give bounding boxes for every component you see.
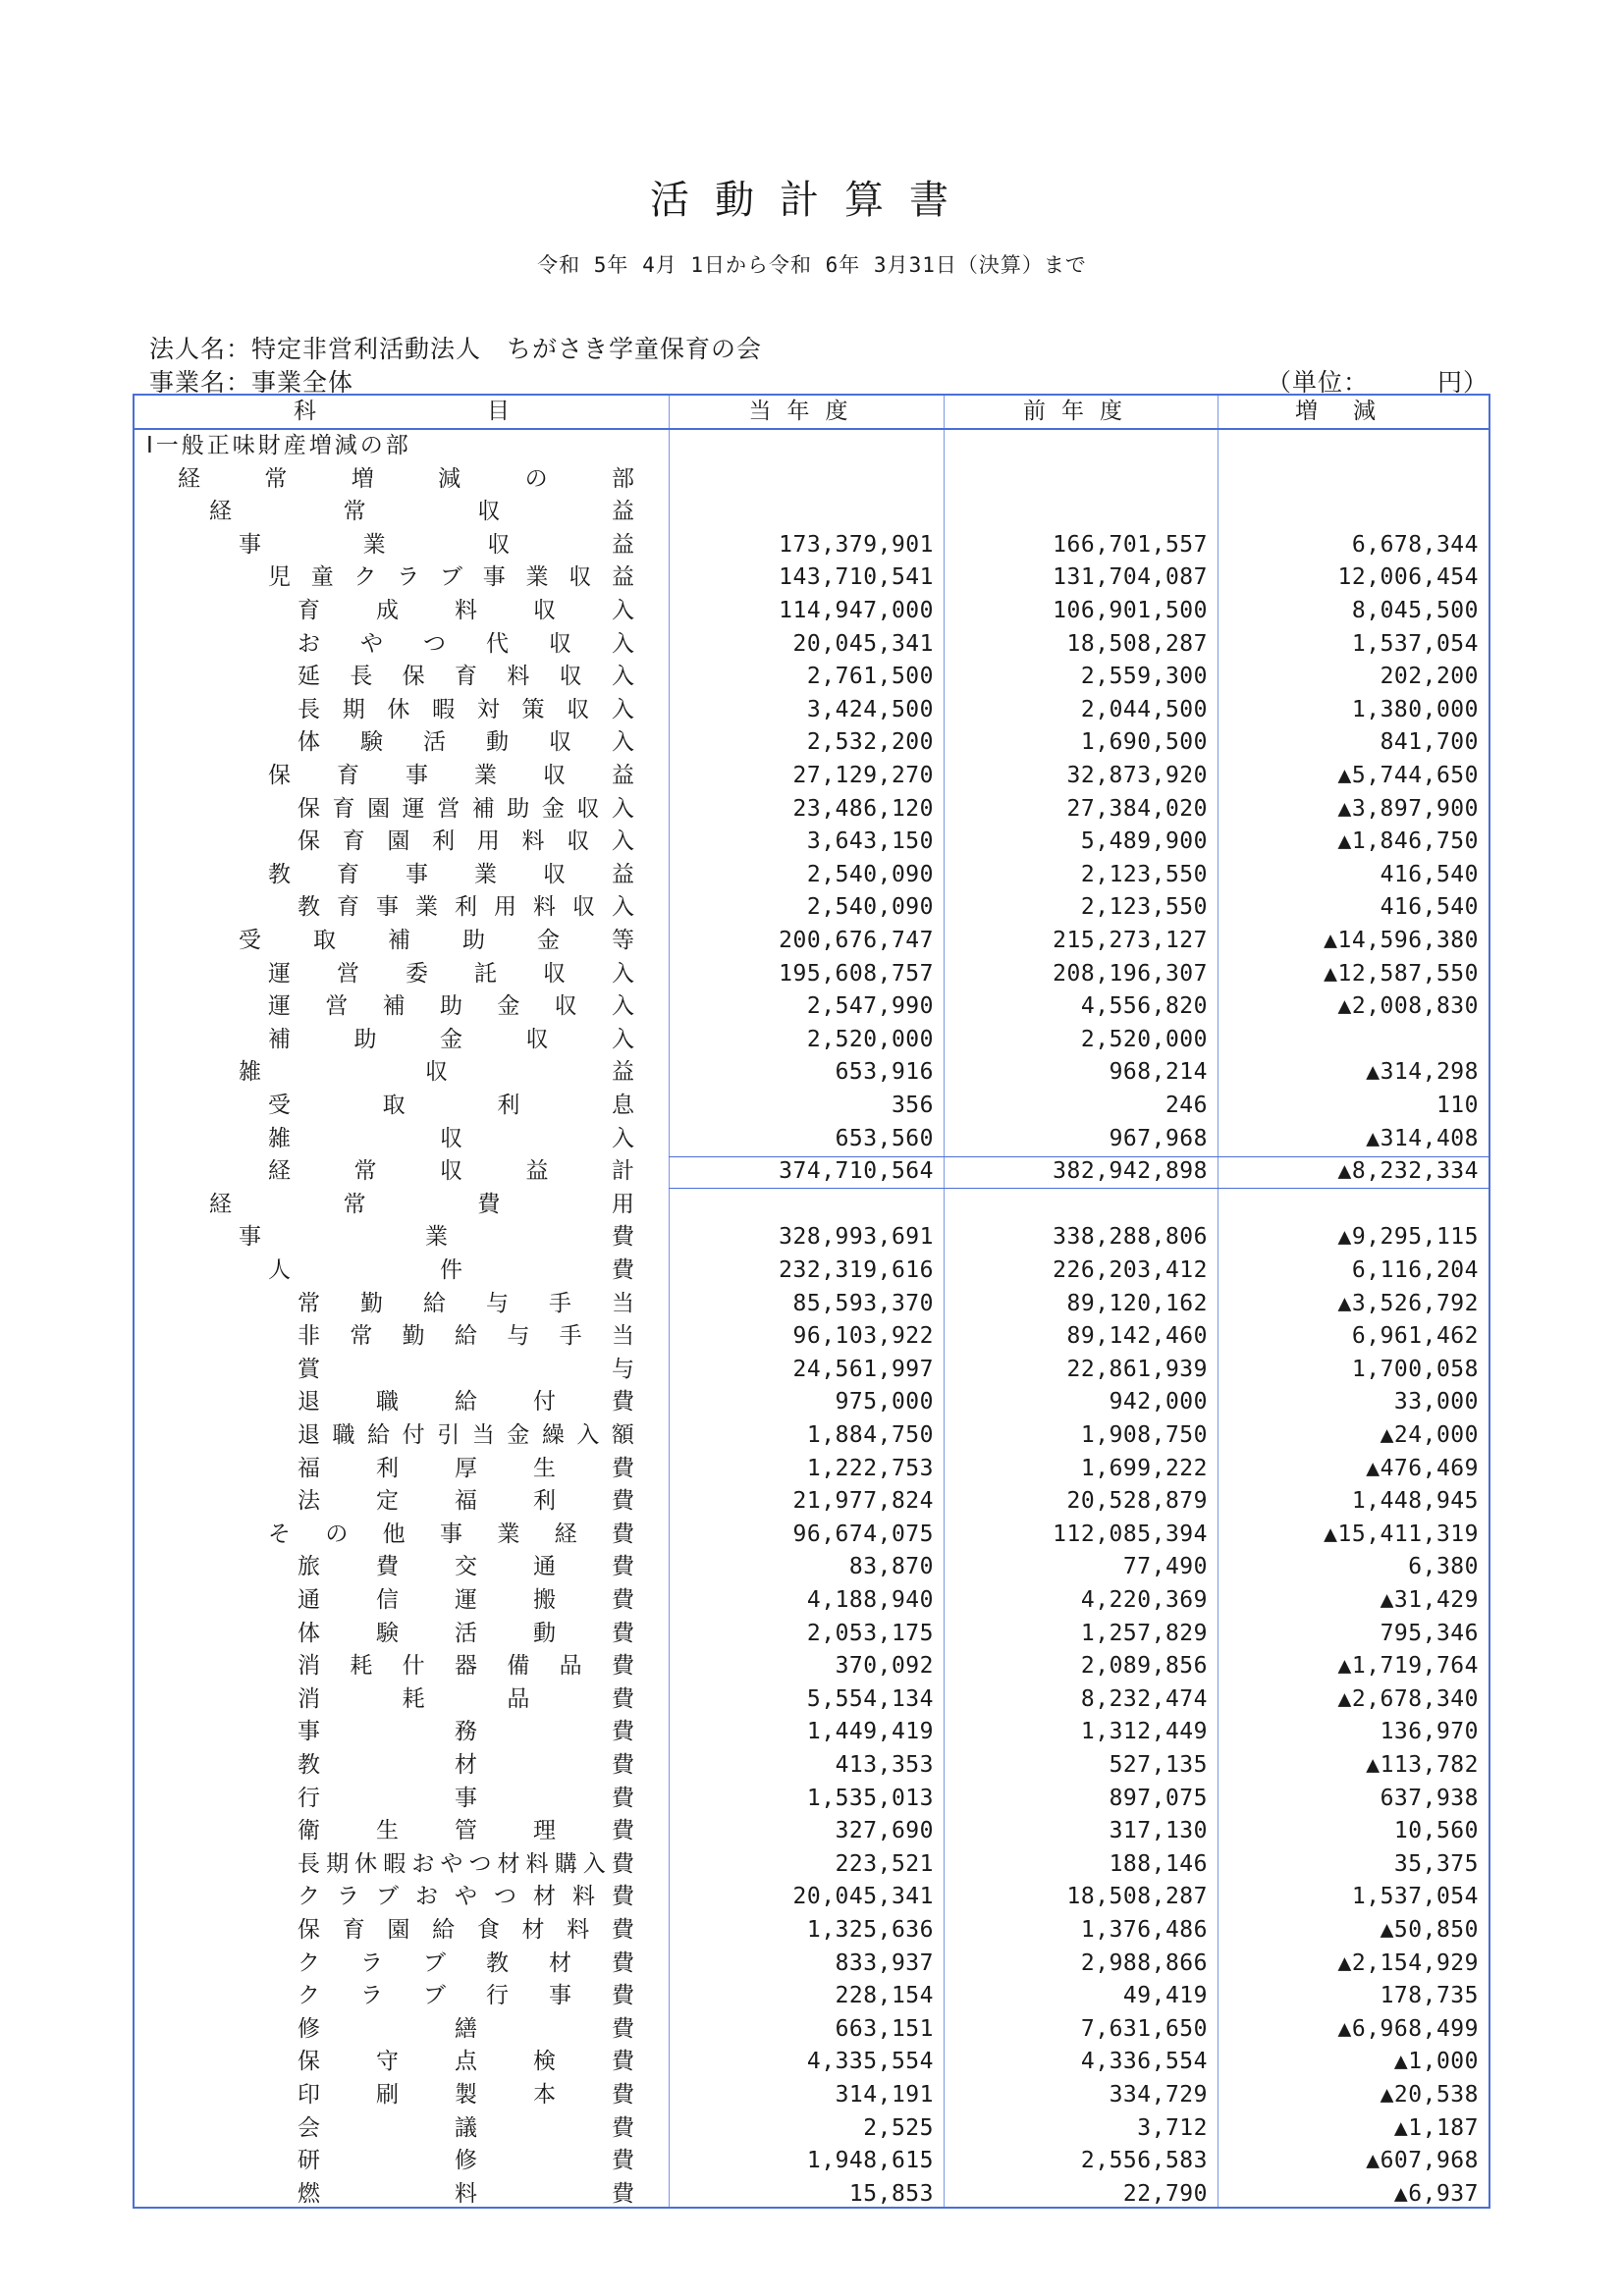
previous-year-value: 89,120,162: [1066, 1290, 1208, 1316]
account-label: 福 利 厚 生 費: [298, 1455, 634, 1481]
change-value: ▲113,782: [1366, 1752, 1479, 1778]
current-year-value: 232,319,616: [779, 1257, 934, 1283]
current-year-value: 228,154: [835, 1983, 934, 2009]
account-label: 経 常 費 用: [209, 1191, 634, 1217]
current-year-value: 833,937: [835, 1949, 934, 1976]
change-value: ▲24,000: [1380, 1422, 1479, 1448]
account-label: 消 耗 品 費: [298, 1685, 634, 1712]
previous-year-value: 1,699,222: [1080, 1455, 1208, 1481]
previous-year-value: 3,712: [1137, 2114, 1208, 2141]
account-label: 会 議 費: [298, 2114, 634, 2141]
table-row: [135, 1749, 1489, 1783]
current-year-value: 328,993,691: [779, 1224, 934, 1251]
account-label: Ⅰ一般正味財産増減の部: [146, 433, 411, 458]
account-label: 教 育 事 業 利 用 料 収 入: [298, 894, 634, 921]
previous-year-value: 338,288,806: [1053, 1224, 1208, 1251]
change-value: 110: [1435, 1093, 1479, 1118]
previous-year-value: 106,901,500: [1053, 598, 1208, 623]
table-row: [135, 661, 1489, 694]
change-value: ▲5,744,650: [1337, 763, 1479, 788]
previous-year-value: 2,556,583: [1080, 2148, 1208, 2174]
change-value: ▲2,154,929: [1337, 1949, 1479, 1976]
table-row: [135, 1914, 1489, 1948]
corporation-name: 法人名：特定非営利活動法人 ちがさき学童保育の会: [149, 335, 763, 363]
change-value: 6,116,204: [1351, 1257, 1479, 1283]
table-row: [135, 1255, 1489, 1288]
change-value: ▲1,187: [1393, 2114, 1479, 2141]
table-row: [135, 529, 1489, 562]
table-row: [135, 1683, 1489, 1717]
account-label: 旅 費 交 通 費: [298, 1554, 634, 1580]
current-year-value: 370,092: [835, 1653, 934, 1680]
table-row: [135, 1519, 1489, 1552]
account-label: 体 験 活 動 費: [298, 1620, 634, 1646]
change-value: 136,970: [1380, 1719, 1479, 1745]
current-year-value: 2,547,990: [806, 993, 934, 1020]
change-value: 6,961,462: [1351, 1323, 1479, 1350]
change-value: 202,200: [1380, 664, 1479, 690]
account-label: 保 育 園 運 営 補 助 金 収 入: [298, 795, 634, 822]
change-value: 8,045,500: [1351, 598, 1479, 623]
previous-year-value: 22,790: [1122, 2180, 1208, 2207]
current-year-value: 5,554,134: [806, 1685, 934, 1712]
current-year-value: 27,129,270: [792, 763, 934, 788]
table-row: [135, 2178, 1489, 2212]
table-row: [135, 1881, 1489, 1914]
account-label: 事 業 費: [239, 1224, 634, 1251]
table-row: [135, 1419, 1489, 1453]
change-value: 637,938: [1380, 1785, 1479, 1811]
table-row: [135, 2013, 1489, 2047]
previous-year-value: 968,214: [1109, 1059, 1208, 1086]
change-value: ▲314,298: [1366, 1059, 1479, 1086]
account-label: 補 助 金 収 入: [268, 1026, 634, 1052]
previous-year-value: 4,220,369: [1080, 1587, 1208, 1613]
previous-year-value: 188,146: [1109, 1850, 1208, 1877]
table-row: [135, 859, 1489, 892]
change-value: ▲6,968,499: [1337, 2015, 1479, 2042]
previous-year-value: 967,968: [1109, 1125, 1208, 1151]
account-label: 退 職 給 付 費: [298, 1389, 634, 1415]
account-label: 法 定 福 利 費: [298, 1488, 634, 1515]
change-value: ▲607,968: [1366, 2148, 1479, 2174]
account-label: 事 務 費: [298, 1719, 634, 1745]
account-label: 長 期 休 暇 対 策 収 入: [298, 696, 634, 722]
change-value: ▲2,678,340: [1337, 1685, 1479, 1712]
table-row: [135, 760, 1489, 793]
table-row: [135, 1090, 1489, 1123]
fiscal-period: 令和 5年 4月 1日から令和 6年 3月31日（決算）まで: [537, 253, 1087, 277]
table-row: [135, 793, 1489, 827]
change-value: ▲8,232,334: [1337, 1158, 1479, 1185]
current-year-value: 24,561,997: [792, 1356, 934, 1382]
change-value: 1,537,054: [1351, 630, 1479, 657]
previous-year-value: 2,123,550: [1080, 861, 1208, 887]
account-label: 教 育 事 業 収 益: [268, 861, 634, 887]
table-row: [135, 826, 1489, 859]
previous-year-value: 4,556,820: [1080, 993, 1208, 1020]
table-row: [135, 891, 1489, 925]
previous-year-value: 1,257,829: [1080, 1620, 1208, 1646]
current-year-value: 223,521: [835, 1850, 934, 1877]
current-year-value: 663,151: [835, 2015, 934, 2042]
current-year-value: 143,710,541: [779, 564, 934, 591]
table-row: [135, 496, 1489, 529]
previous-year-value: 2,988,866: [1080, 1949, 1208, 1976]
header-subject: 科 目: [294, 399, 510, 424]
activity-statement-table: [133, 394, 1490, 2209]
change-value: ▲1,846,750: [1337, 828, 1479, 855]
change-value: ▲1,000: [1393, 2049, 1479, 2075]
header-change: 増減: [1295, 399, 1411, 424]
table-row: [135, 1024, 1489, 1057]
table-row: [135, 1453, 1489, 1486]
header-current-year: 当年度: [748, 399, 864, 424]
previous-year-value: 77,490: [1122, 1554, 1208, 1580]
table-row: [135, 1354, 1489, 1387]
account-label: 雑 収 入: [268, 1125, 634, 1151]
change-value: ▲476,469: [1366, 1455, 1479, 1481]
table-row: [135, 1189, 1489, 1222]
current-year-value: 1,884,750: [806, 1422, 934, 1448]
change-value: ▲15,411,319: [1324, 1521, 1479, 1547]
previous-year-value: 942,000: [1109, 1389, 1208, 1415]
table-row: [135, 1155, 1489, 1189]
account-label: 行 事 費: [298, 1785, 634, 1811]
previous-year-value: 22,861,939: [1066, 1356, 1208, 1382]
account-label: 児 童 ク ラ ブ 事 業 収 益: [268, 564, 634, 591]
previous-year-value: 7,631,650: [1080, 2015, 1208, 2042]
change-value: 1,448,945: [1351, 1488, 1479, 1515]
previous-year-value: 1,690,500: [1080, 729, 1208, 756]
account-label: 長 期 休 暇 お や つ 材 料 購 入 費: [298, 1850, 634, 1877]
current-year-value: 413,353: [835, 1752, 934, 1778]
table-row: [135, 1980, 1489, 2013]
current-year-value: 2,053,175: [806, 1620, 934, 1646]
table-row: [135, 2145, 1489, 2178]
previous-year-value: 131,704,087: [1053, 564, 1208, 591]
previous-year-value: 2,044,500: [1080, 696, 1208, 722]
change-value: 416,540: [1380, 861, 1479, 887]
document-title: 活動計算書: [650, 178, 974, 223]
change-value: 841,700: [1380, 729, 1479, 756]
table-row: [135, 1584, 1489, 1618]
account-label: 運 営 委 託 収 入: [268, 960, 634, 987]
account-label: 教 材 費: [298, 1752, 634, 1778]
current-year-value: 4,335,554: [806, 2049, 934, 2075]
table-row: [135, 1783, 1489, 1816]
account-label: 運 営 補 助 金 収 入: [268, 993, 634, 1020]
change-value: ▲3,897,900: [1337, 795, 1479, 822]
previous-year-value: 897,075: [1109, 1785, 1208, 1811]
account-label: お や つ 代 収 入: [298, 630, 634, 657]
table-row: [135, 2046, 1489, 2079]
table-row: [135, 925, 1489, 958]
previous-year-value: 166,701,557: [1053, 531, 1208, 558]
current-year-value: 2,540,090: [806, 861, 934, 887]
change-value: 6,380: [1408, 1554, 1479, 1580]
account-label: 保 守 点 検 費: [298, 2049, 634, 2075]
change-value: ▲2,008,830: [1337, 993, 1479, 1020]
current-year-value: 3,643,150: [806, 828, 934, 855]
account-label: 常 勤 給 与 手 当: [298, 1290, 634, 1316]
table-row: [135, 1551, 1489, 1584]
change-value: 12,006,454: [1337, 564, 1479, 591]
previous-year-value: 226,203,412: [1053, 1257, 1208, 1283]
unit-open: （単位：: [1267, 368, 1370, 397]
account-label: 経 常 収 益: [209, 499, 634, 525]
current-year-value: 173,379,901: [779, 531, 934, 558]
current-year-value: 20,045,341: [792, 630, 934, 657]
previous-year-value: 18,508,287: [1066, 1884, 1208, 1910]
previous-year-value: 49,419: [1122, 1983, 1208, 2009]
change-value: ▲3,526,792: [1337, 1290, 1479, 1316]
current-year-value: 200,676,747: [779, 928, 934, 953]
current-year-value: 1,449,419: [806, 1719, 934, 1745]
current-year-value: 1,325,636: [806, 1917, 934, 1943]
change-value: 795,346: [1380, 1620, 1479, 1646]
table-row: [135, 561, 1489, 595]
previous-year-value: 1,312,449: [1080, 1719, 1208, 1745]
account-label: 受 取 補 助 金 等: [239, 928, 634, 953]
change-value: ▲14,596,380: [1324, 928, 1479, 953]
account-label: 保 育 園 給 食 材 料 費: [298, 1917, 634, 1943]
account-label: ク ラ ブ 教 材 費: [298, 1949, 634, 1976]
change-value: ▲50,850: [1380, 1917, 1479, 1943]
change-value: 1,537,054: [1351, 1884, 1479, 1910]
previous-year-value: 4,336,554: [1080, 2049, 1208, 2075]
previous-year-value: 334,729: [1109, 2082, 1208, 2108]
previous-year-value: 8,232,474: [1080, 1685, 1208, 1712]
current-year-value: 2,520,000: [806, 1026, 934, 1052]
previous-year-value: 2,559,300: [1080, 664, 1208, 690]
account-label: 燃 料 費: [298, 2180, 634, 2207]
change-value: ▲9,295,115: [1337, 1224, 1479, 1251]
table-row: [135, 1056, 1489, 1090]
current-year-value: 653,560: [835, 1125, 934, 1151]
table-row: [135, 726, 1489, 760]
header-previous-year: 前年度: [1023, 399, 1138, 424]
account-label: 経 常 増 減 の 部: [178, 465, 634, 492]
previous-year-value: 32,873,920: [1066, 763, 1208, 788]
account-label: そ の 他 事 業 経 費: [268, 1521, 634, 1547]
table-row: [135, 1848, 1489, 1882]
account-label: 延 長 保 育 料 収 入: [298, 664, 634, 690]
previous-year-value: 1,376,486: [1080, 1917, 1208, 1943]
table-row: [135, 1716, 1489, 1749]
current-year-value: 21,977,824: [792, 1488, 934, 1515]
table-row: [135, 1650, 1489, 1683]
current-year-value: 1,948,615: [806, 2148, 934, 2174]
current-year-value: 20,045,341: [792, 1884, 934, 1910]
account-label: 人 件 費: [268, 1257, 634, 1283]
change-value: 1,380,000: [1351, 696, 1479, 722]
business-name: 事業名：事業全体: [149, 368, 354, 397]
total-rule: [669, 1188, 1489, 1189]
account-label: 研 修 費: [298, 2148, 634, 2174]
account-label: 経 常 収 益 計: [268, 1158, 634, 1185]
change-value: 1,700,058: [1351, 1356, 1479, 1382]
change-value: 6,678,344: [1351, 531, 1479, 558]
current-year-value: 2,761,500: [806, 664, 934, 690]
previous-year-value: 2,520,000: [1080, 1026, 1208, 1052]
current-year-value: 356: [891, 1093, 934, 1118]
account-label: ク ラ ブ 行 事 費: [298, 1983, 634, 2009]
previous-year-value: 215,273,127: [1053, 928, 1208, 953]
account-label: 育 成 料 収 入: [298, 598, 634, 623]
table-row: [135, 1320, 1489, 1354]
account-label: 衛 生 管 理 費: [298, 1818, 634, 1844]
previous-year-value: 317,130: [1109, 1818, 1208, 1844]
table-row: [135, 1618, 1489, 1651]
change-value: ▲6,937: [1393, 2180, 1479, 2207]
table-row: [135, 1386, 1489, 1419]
previous-year-value: 18,508,287: [1066, 630, 1208, 657]
account-label: 事 業 収 益: [239, 531, 634, 558]
previous-year-value: 382,942,898: [1053, 1158, 1208, 1185]
change-value: 33,000: [1393, 1389, 1479, 1415]
previous-year-value: 2,123,550: [1080, 894, 1208, 921]
table-row: [135, 958, 1489, 991]
change-value: ▲31,429: [1380, 1587, 1479, 1613]
current-year-value: 114,947,000: [779, 598, 934, 623]
current-year-value: 23,486,120: [792, 795, 934, 822]
account-label: 受 取 利 息: [268, 1093, 634, 1118]
table-row: [135, 990, 1489, 1024]
table-row: [135, 1815, 1489, 1848]
account-label: 修 繕 費: [298, 2015, 634, 2042]
previous-year-value: 20,528,879: [1066, 1488, 1208, 1515]
table-row: [135, 1221, 1489, 1255]
current-year-value: 1,222,753: [806, 1455, 934, 1481]
current-year-value: 3,424,500: [806, 696, 934, 722]
total-rule: [669, 1156, 1489, 1157]
current-year-value: 85,593,370: [792, 1290, 934, 1316]
current-year-value: 327,690: [835, 1818, 934, 1844]
change-value: ▲20,538: [1380, 2082, 1479, 2108]
current-year-value: 96,674,075: [792, 1521, 934, 1547]
previous-year-value: 27,384,020: [1066, 795, 1208, 822]
current-year-value: 4,188,940: [806, 1587, 934, 1613]
previous-year-value: 208,196,307: [1053, 960, 1208, 987]
account-label: ク ラ ブ お や つ 材 料 費: [298, 1884, 634, 1910]
account-label: 非 常 勤 給 与 手 当: [298, 1323, 634, 1350]
previous-year-value: 527,135: [1109, 1752, 1208, 1778]
change-value: ▲1,719,764: [1337, 1653, 1479, 1680]
previous-year-value: 2,089,856: [1080, 1653, 1208, 1680]
current-year-value: 653,916: [835, 1059, 934, 1086]
table-row: [135, 2079, 1489, 2112]
current-year-value: 2,525: [863, 2114, 934, 2141]
account-label: 印 刷 製 本 費: [298, 2082, 634, 2108]
table-row: [135, 1948, 1489, 1981]
table-row: [135, 463, 1489, 497]
account-label: 通 信 運 搬 費: [298, 1587, 634, 1613]
unit-yen: 円）: [1437, 368, 1489, 397]
previous-year-value: 112,085,394: [1053, 1521, 1208, 1547]
current-year-value: 195,608,757: [779, 960, 934, 987]
current-year-value: 1,535,013: [806, 1785, 934, 1811]
current-year-value: 374,710,564: [779, 1158, 934, 1185]
previous-year-value: 89,142,460: [1066, 1323, 1208, 1350]
current-year-value: 975,000: [835, 1389, 934, 1415]
table-row: [135, 595, 1489, 628]
table-row: [135, 2112, 1489, 2146]
previous-year-value: 1,908,750: [1080, 1422, 1208, 1448]
table-row: [135, 1288, 1489, 1321]
account-label: 消 耗 什 器 備 品 費: [298, 1653, 634, 1680]
account-label: 保 育 園 利 用 料 収 入: [298, 828, 634, 855]
table-row: [135, 628, 1489, 662]
change-value: 178,735: [1380, 1983, 1479, 2009]
current-year-value: 2,540,090: [806, 894, 934, 921]
change-value: ▲314,408: [1366, 1125, 1479, 1151]
table-row: [135, 1123, 1489, 1156]
current-year-value: 314,191: [835, 2082, 934, 2108]
change-value: 10,560: [1393, 1818, 1479, 1844]
account-label: 雑 収 益: [239, 1059, 634, 1086]
account-label: 保 育 事 業 収 益: [268, 763, 634, 788]
change-value: 416,540: [1380, 894, 1479, 921]
account-label: 退 職 給 付 引 当 金 繰 入 額: [298, 1422, 634, 1448]
current-year-value: 83,870: [848, 1554, 934, 1580]
table-row: [135, 694, 1489, 727]
change-value: ▲12,587,550: [1324, 960, 1479, 987]
account-label: 体 験 活 動 収 入: [298, 729, 634, 756]
change-value: 35,375: [1393, 1850, 1479, 1877]
current-year-value: 2,532,200: [806, 729, 934, 756]
previous-year-value: 5,489,900: [1080, 828, 1208, 855]
table-row: [135, 430, 1489, 463]
current-year-value: 15,853: [848, 2180, 934, 2207]
previous-year-value: 246: [1164, 1093, 1208, 1118]
account-label: 賞 与: [298, 1356, 634, 1382]
current-year-value: 96,103,922: [792, 1323, 934, 1350]
table-row: [135, 1485, 1489, 1519]
